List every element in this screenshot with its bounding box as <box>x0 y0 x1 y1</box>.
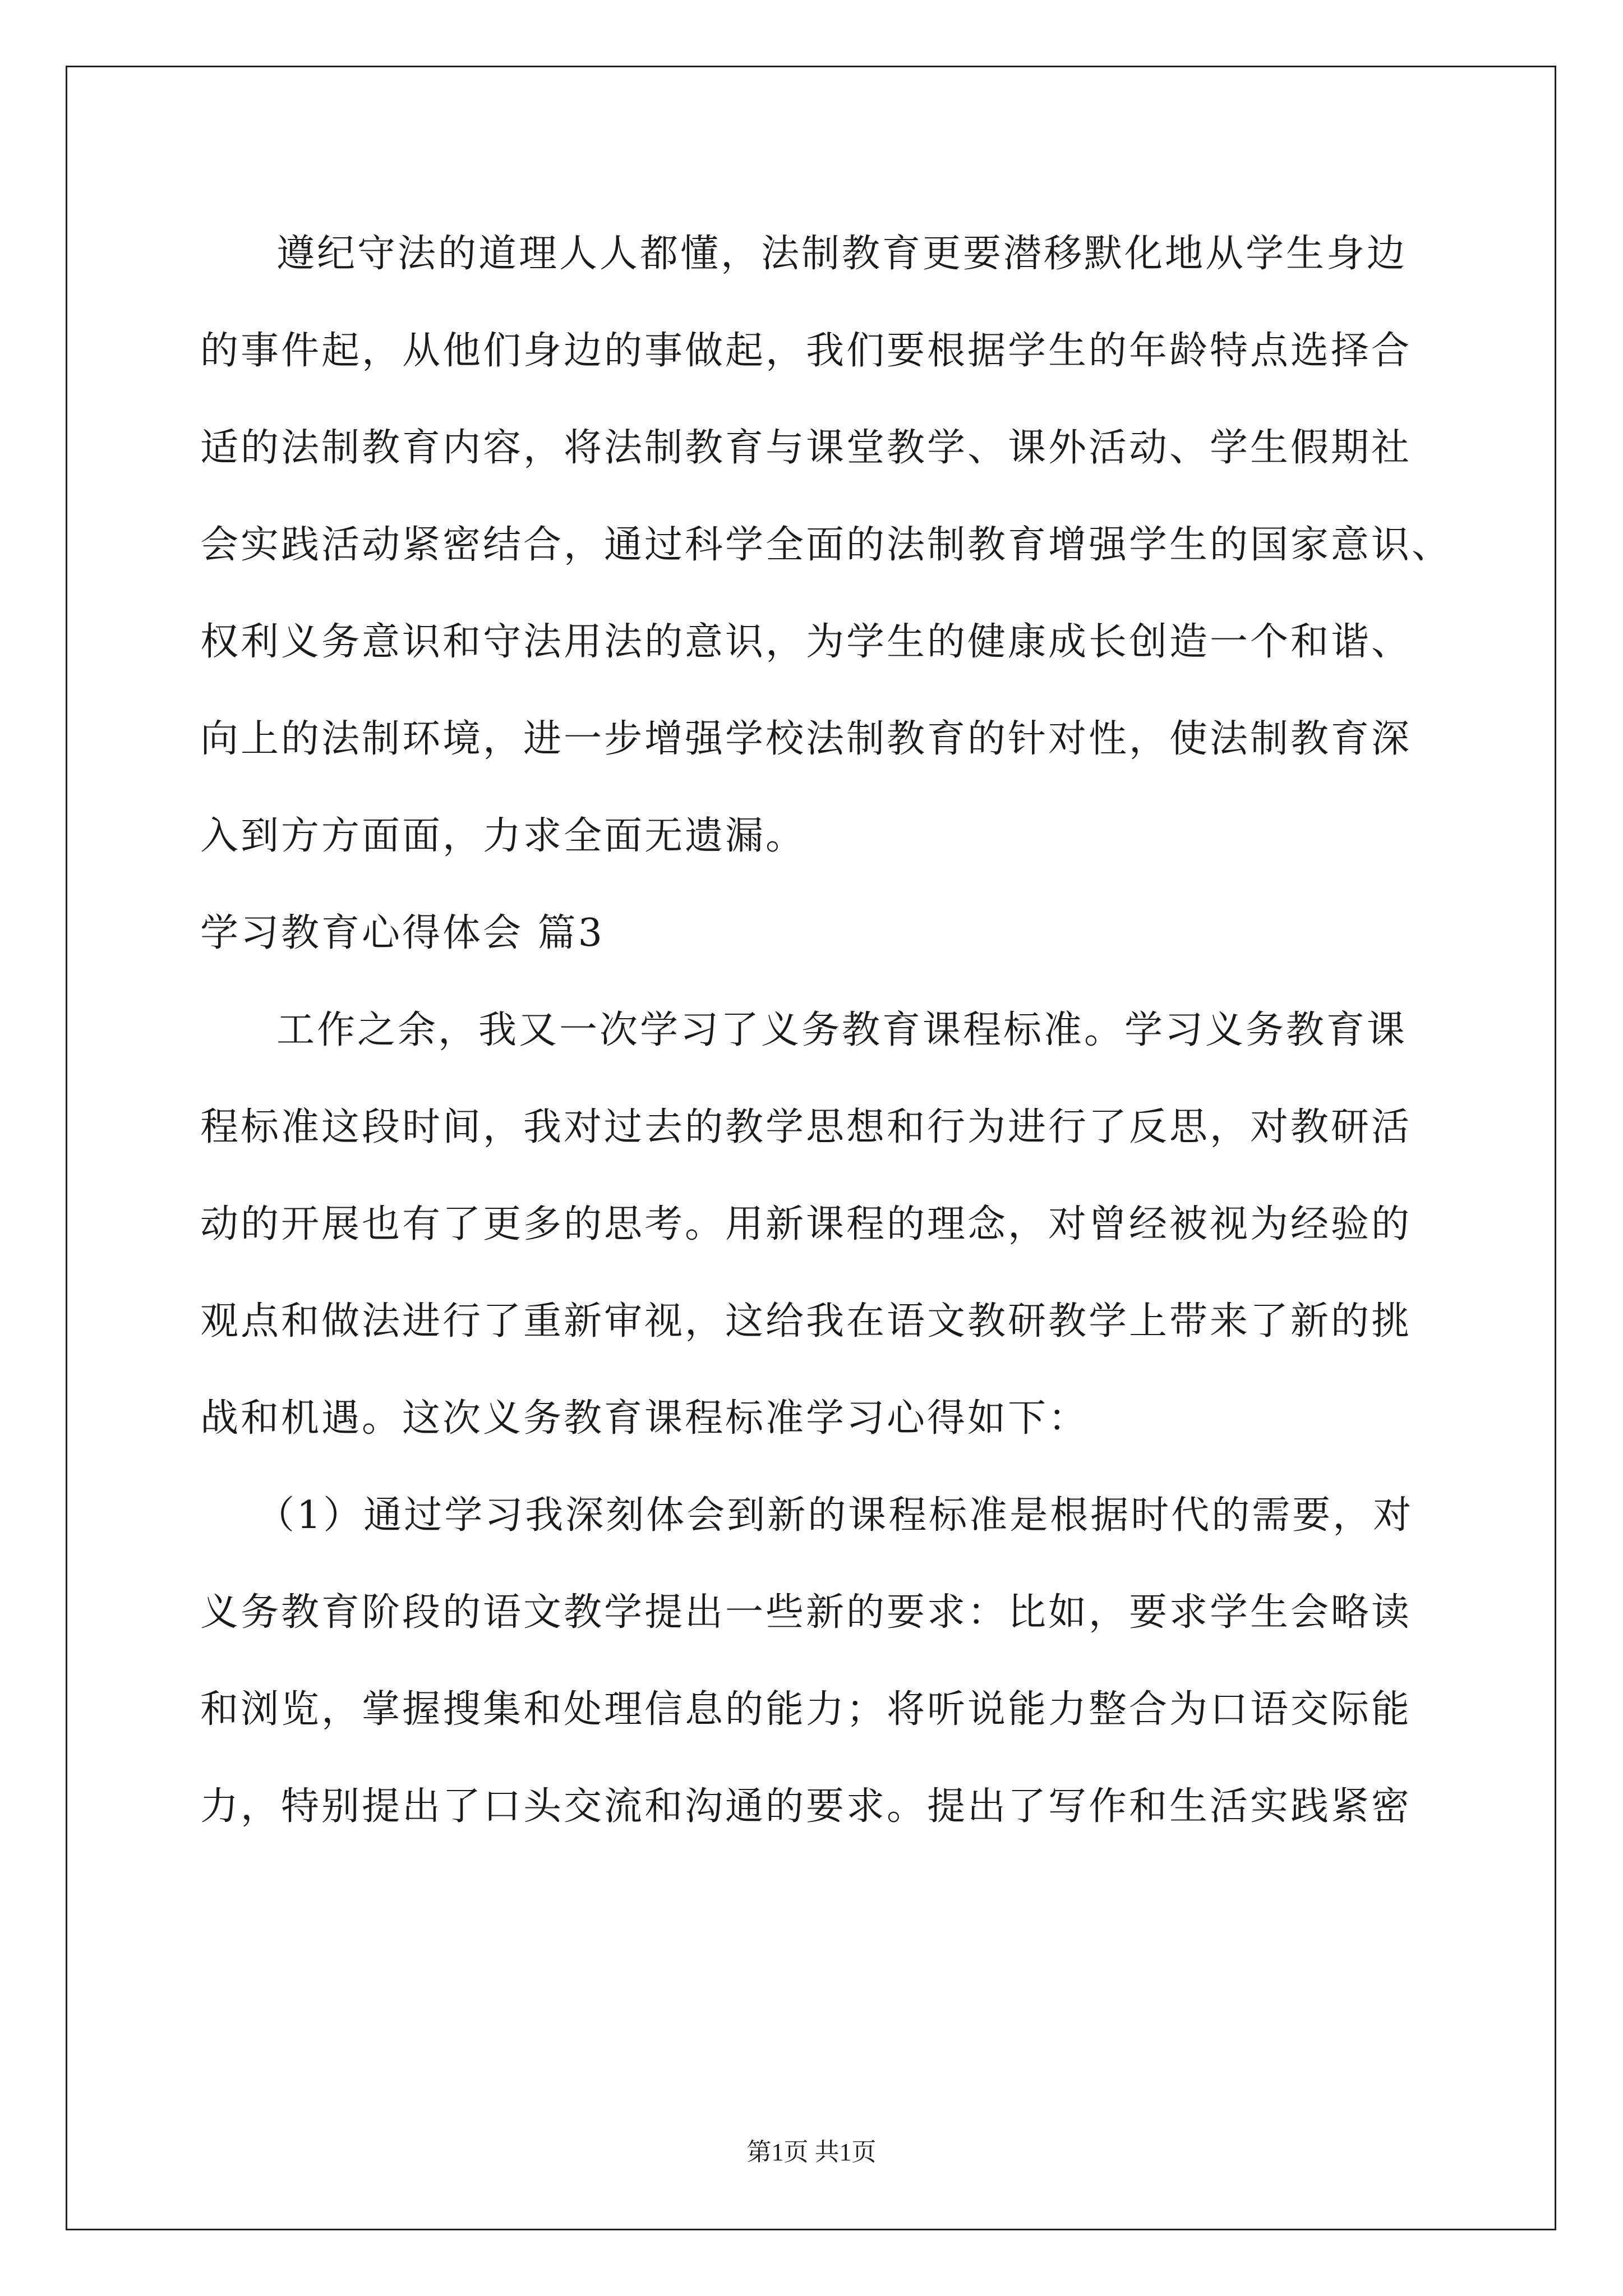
paragraph-line: 动的开展也有了更多的思考。用新课程的理念，对曾经被视为经验的 <box>200 1202 1412 1246</box>
paragraph-1 <box>200 205 1453 885</box>
page-number-footer: 第1页 共1页 <box>746 2138 877 2166</box>
document-body <box>200 205 1453 1855</box>
paragraph-line: 观点和做法进行了重新审视，这给我在语文教研教学上带来了新的挑 <box>200 1299 1412 1343</box>
paragraph-line: 权利义务意识和守法用法的意识，为学生的健康成长创造一个和谐、 <box>200 620 1412 664</box>
paragraph-line: 会实践活动紧密结合，通过科学全面的法制教育增强学生的国家意识、 <box>200 523 1453 567</box>
paragraph-line: 战和机遇。这次义务教育课程标准学习心得如下： <box>200 1396 1089 1441</box>
paragraph-3 <box>200 1467 1434 1855</box>
paragraph-line: 入到方方面面，力求全面无遗漏。 <box>200 814 806 858</box>
paragraph-line: 程标准这段时间，我对过去的教学思想和行为进行了反思，对教研活 <box>200 1105 1412 1149</box>
paragraph-line: 和浏览，掌握搜集和处理信息的能力；将听说能力整合为口语交际能 <box>200 1687 1412 1732</box>
paragraph-2 <box>200 982 1434 1467</box>
paragraph-line: （1）通过学习我深刻体会到新的课程标准是根据时代的需要，对 <box>256 1493 1414 1538</box>
paragraph-line: 义务教育阶段的语文教学提出一些新的要求：比如，要求学生会略读 <box>200 1590 1412 1635</box>
paragraph-line: 的事件起，从他们身边的事做起，我们要根据学生的年龄特点选择合 <box>200 329 1412 373</box>
paragraph-line: 向上的法制环境，进一步增强学校法制教育的针对性，使法制教育深 <box>200 717 1412 761</box>
paragraph-line: 工作之余，我又一次学习了义务教育课程标准。学习义务教育课 <box>276 1008 1408 1052</box>
paragraph-line: 适的法制教育内容，将法制教育与课堂教学、课外活动、学生假期社 <box>200 426 1412 470</box>
section-heading: 学习教育心得体会 篇3 <box>200 911 605 955</box>
paragraph-line: 遵纪守法的道理人人都懂，法制教育更要潜移默化地从学生身边 <box>276 232 1408 276</box>
paragraph-line: 力，特别提出了口头交流和沟通的要求。提出了写作和生活实践紧密 <box>200 1784 1412 1829</box>
